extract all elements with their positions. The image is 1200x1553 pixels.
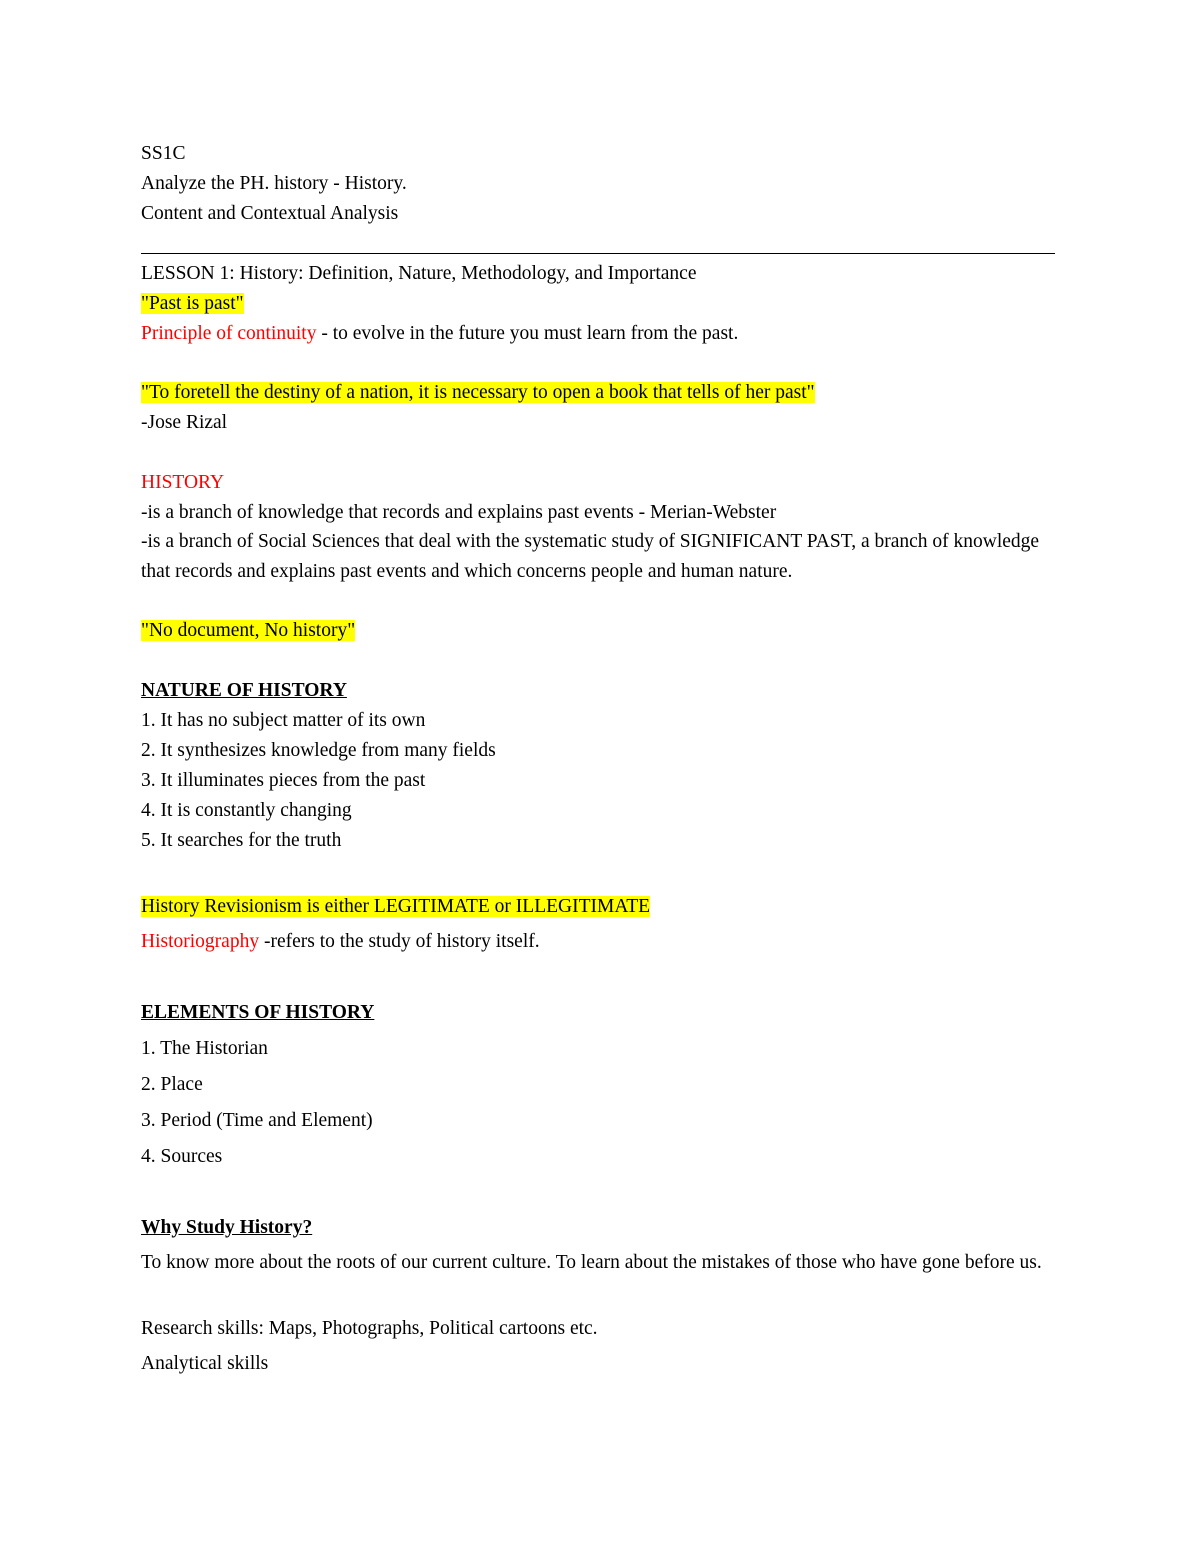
nature-item: 2. It synthesizes knowledge from many fields <box>141 740 496 761</box>
historiography-term: Historiography <box>141 931 260 952</box>
no-document-text: "No document, No history" <box>141 620 356 641</box>
why-study-paragraph: To know more about the roots of our current culture. To learn about the mistakes of those who have gone before us. <box>141 1252 1042 1273</box>
rizal-quote-text: "To foretell the destiny of a nation, it is necessary to open a book that tells of her past" <box>141 382 815 403</box>
analytical-skills: Analytical skills <box>141 1353 269 1374</box>
revisionism-line <box>141 895 650 919</box>
rizal-attribution: -Jose Rizal <box>141 412 228 433</box>
no-document-quote <box>141 619 355 643</box>
nature-item: 3. It illuminates pieces from the past <box>141 770 426 791</box>
history-definition-2: -is a branch of Social Sciences that deal with the systematic study of SIGNIFICANT PAST, a branch of knowledge that records and explains past events and which concerns people and human nature. <box>141 531 1040 582</box>
past-is-past-text: "Past is past" <box>141 293 244 314</box>
elements-item: 1. The Historian <box>141 1038 268 1059</box>
rizal-quote <box>141 381 815 405</box>
history-definition-1: -is a branch of knowledge that records and explains past events - Merian-Webster <box>141 502 777 523</box>
nature-item: 5. It searches for the truth <box>141 830 342 851</box>
principle-term: Principle of continuity <box>141 323 317 344</box>
lesson-title: LESSON 1: History: Definition, Nature, Methodology, and Importance <box>141 263 697 284</box>
historiography-line <box>141 930 540 954</box>
elements-item: 2. Place <box>141 1074 203 1095</box>
nature-item: 1. It has no subject matter of its own <box>141 710 426 731</box>
analysis-label: Content and Contextual Analysis <box>141 203 399 224</box>
past-is-past-quote <box>141 292 244 316</box>
document-subtitle: Analyze the PH. history - History. <box>141 173 407 194</box>
principle-definition: - to evolve in the future you must learn from the past. <box>316 323 739 344</box>
revisionism-text: History Revisionism is either LEGITIMATE or ILLEGITIMATE <box>141 896 651 917</box>
why-study-heading: Why Study History? <box>141 1217 313 1238</box>
elements-item: 3. Period (Time and Element) <box>141 1110 373 1131</box>
nature-item: 4. It is constantly changing <box>141 800 352 821</box>
historiography-definition: -refers to the study of history itself. <box>259 931 540 952</box>
history-term: HISTORY <box>141 472 225 493</box>
elements-item: 4. Sources <box>141 1146 223 1167</box>
elements-heading: ELEMENTS OF HISTORY <box>141 1002 375 1023</box>
research-skills: Research skills: Maps, Photographs, Political cartoons etc. <box>141 1318 598 1339</box>
course-code: SS1C <box>141 143 186 164</box>
principle-line <box>141 322 738 346</box>
horizontal-rule <box>141 253 1055 254</box>
nature-heading: NATURE OF HISTORY <box>141 680 347 701</box>
